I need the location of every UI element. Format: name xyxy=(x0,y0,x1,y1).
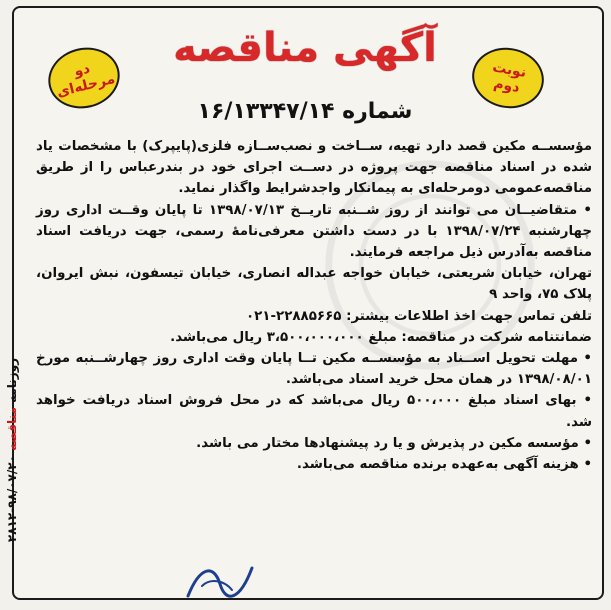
cost-paragraph: • هزینه آگهی به‌عهده برنده مناقصه می‌باشد. xyxy=(296,457,592,473)
applicants-paragraph: • متقاضیــان می توانند از روز شــنبه تاریــخ ۱۳۹۸/۰۷/۱۳ تا پایان وقــت اداری روز چهارشنبه ۱۳۹۸/۰۷/۲۴ با در دست داشتن معرفی‌نامهٔ رسمی، جهت دریافت اسناد مناقصه به‌آدرس ذیل مراجعه فرمایند. xyxy=(36,202,592,261)
price-paragraph: • بهای اسناد مبلغ ۵۰۰،۰۰۰ ریال می‌باشد که در محل فروش اسناد دریافت خواهد شد. xyxy=(36,393,593,430)
intro-paragraph: مؤسســه مکین قصد دارد تهیه، ســاخت و نصب‌ســازه فلزی(پایپرک) با مشخصات یاد شده در اسناد مناقصه جهت پروژه در دســت اجرای خود در بندرعباس را از طریق مناقصه‌عمومی دومرحله‌ای به پیمانکار واجدشرایط واگذار نماید. xyxy=(36,139,592,197)
two-stage-badge-text: دو مرحله‌ای xyxy=(55,60,117,101)
guarantee-paragraph: ضمانتنامه شرکت در مناقصه: مبلغ ۳،۵۰۰،۰۰۰،۰۰۰ ریال می‌باشد. xyxy=(170,329,592,345)
deadline-paragraph: • مهلت تحویل اســناد به مؤسســه مکین تــا پایان وقت اداری روز چهارشــنبه مورخ ۱۳۹۸/۰۸/۰۱ در همان محل خرید اسناد می‌باشد. xyxy=(36,351,592,388)
phone-paragraph: تلفن تماس جهت اخذ اطلاعات بیشتر: ۲۲۸۸۵۶۶۵-۰۲۱ xyxy=(245,308,592,324)
side-label-text xyxy=(5,358,19,542)
rights-paragraph: • مؤسسه مکین در پذیرش و یا رد پیشنهادها مختار می باشد. xyxy=(196,435,592,451)
address-paragraph: تهران، خیابان شریعتی، خیابان خواجه عبداله انصاری، خیابان تیسفون، نبش ایروان، پلاک ۷۵، واحد ۹ xyxy=(36,266,592,303)
side-date: ۹۸/۰۷/۲۰-۲۸۱۲ xyxy=(5,455,20,543)
side-brand: مناقصه xyxy=(5,407,20,451)
side-prefix: روزنامه xyxy=(5,357,20,403)
signature-icon xyxy=(180,556,260,606)
notice-number: شماره ۱۶/۱۳۳۴۷/۱۴ xyxy=(197,99,413,124)
newspaper-side-label xyxy=(0,300,26,600)
notice-title: آگهی مناقصه xyxy=(173,25,437,71)
notice-body xyxy=(36,136,592,576)
second-round-badge-text: نوبت دوم xyxy=(491,59,528,97)
